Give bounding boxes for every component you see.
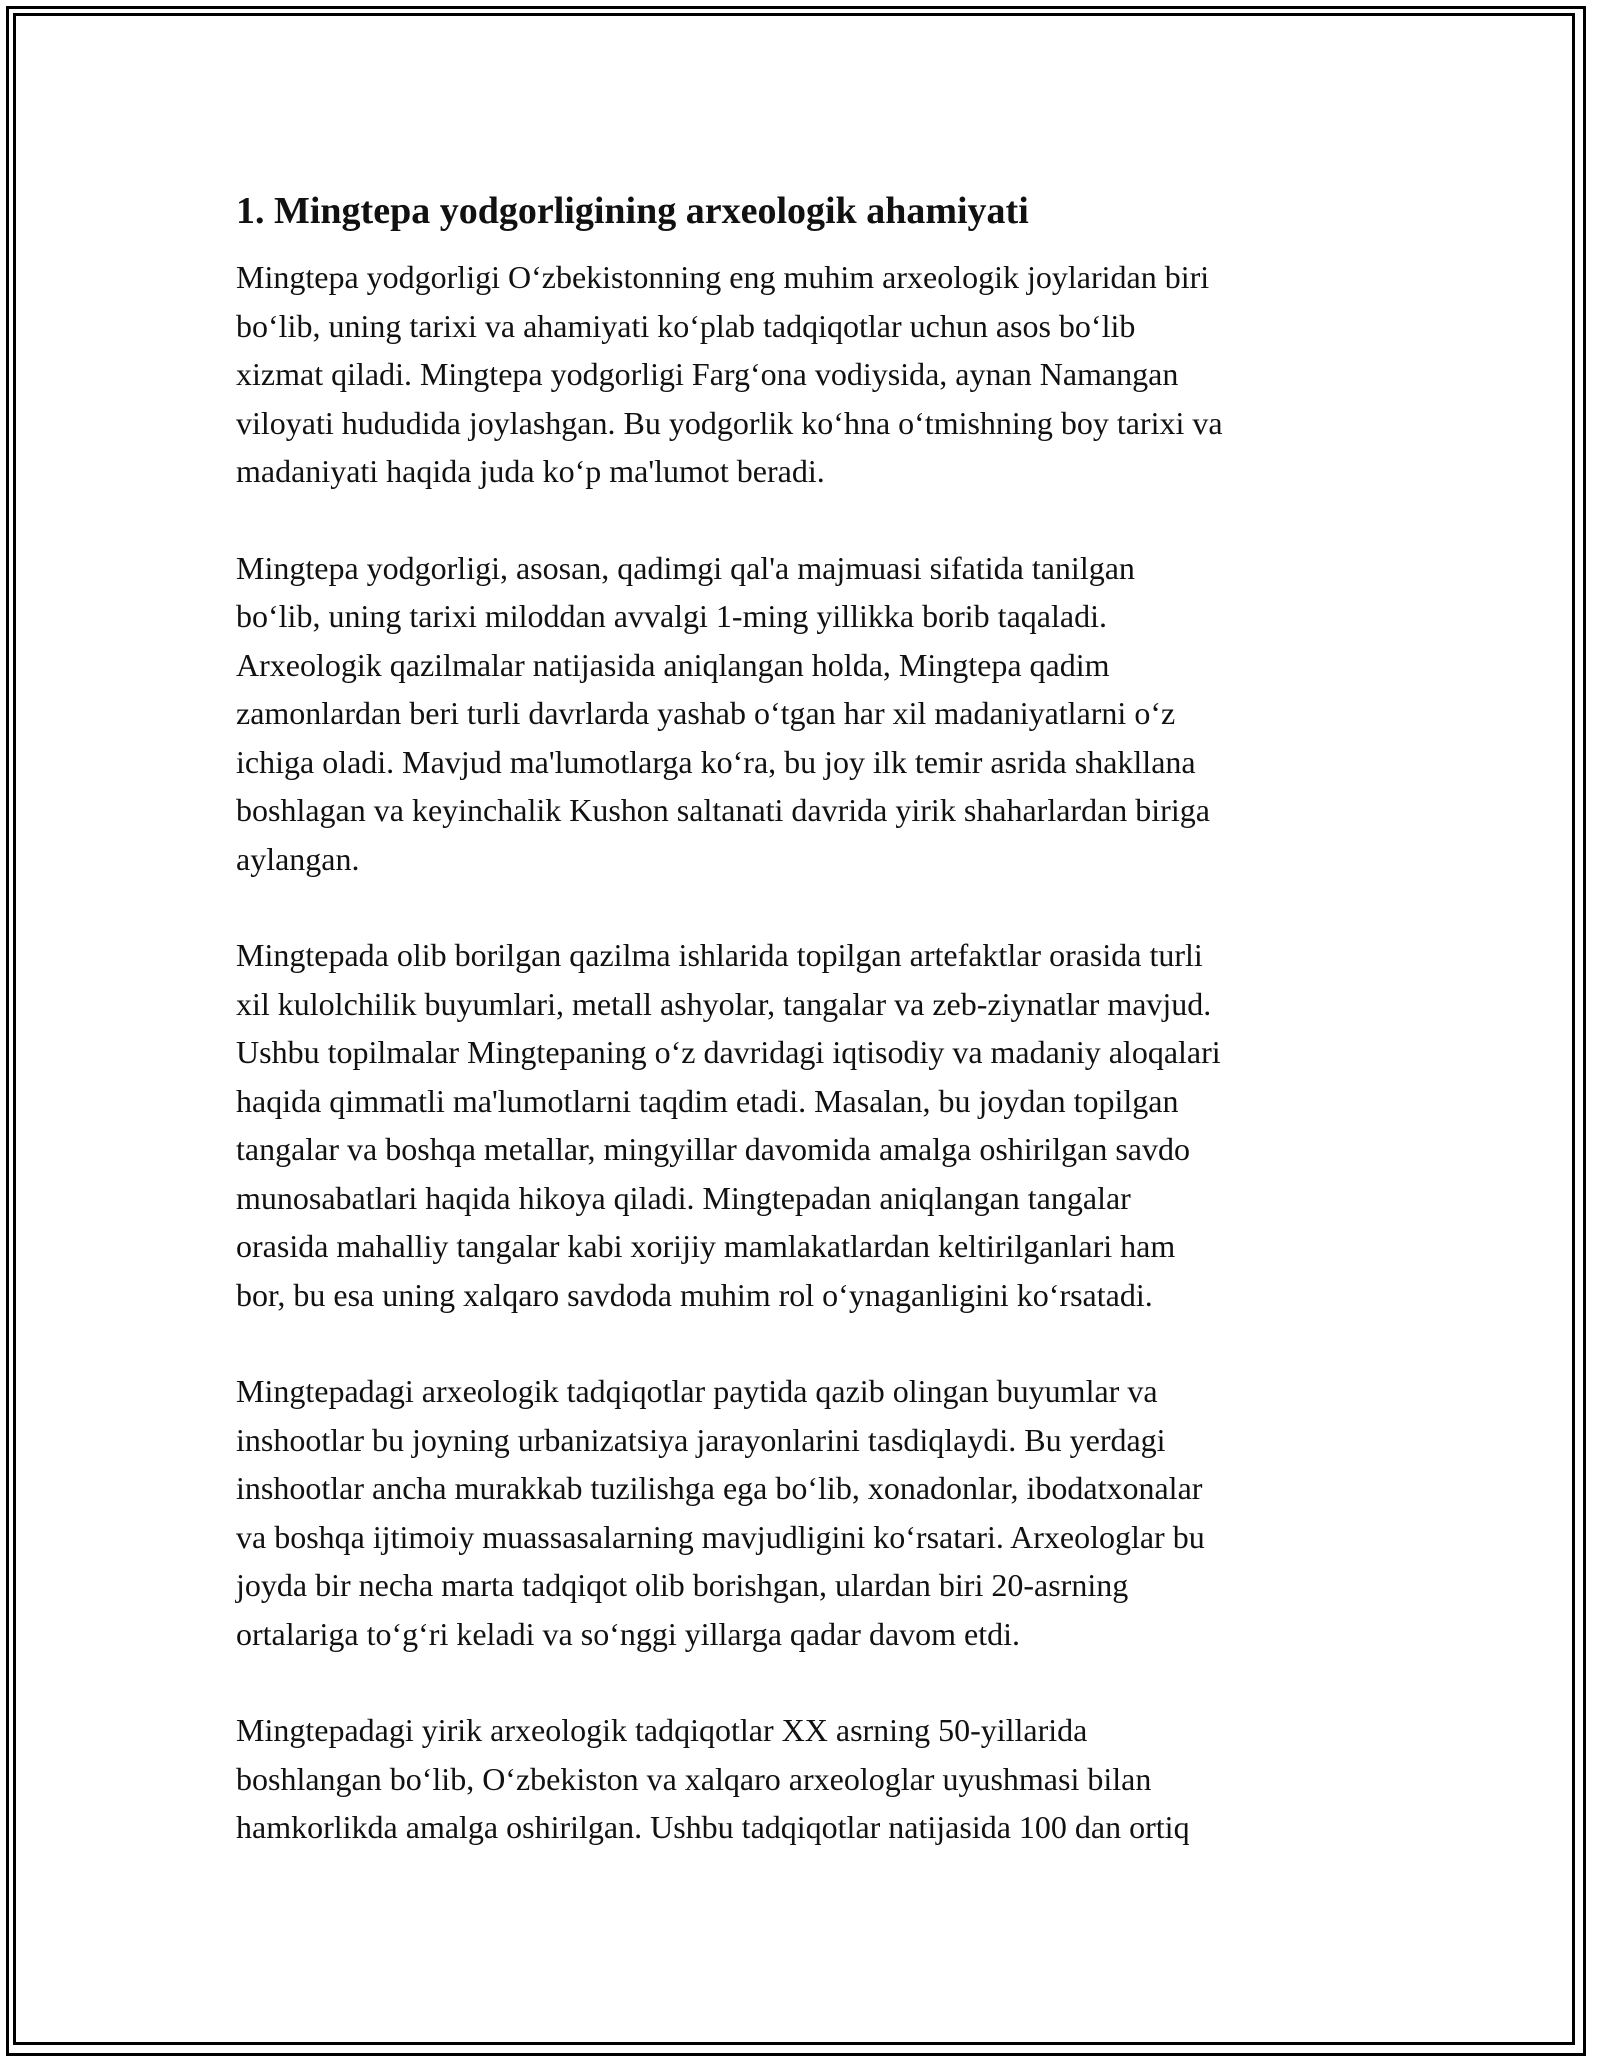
text-line: hamkorlikda amalga oshirilgan. Ushbu tadqiqotlar natijasida 100 dan ortiq — [236, 1809, 1190, 1845]
text-line: tangalar va boshqa metallar, mingyillar davomida amalga oshirilgan savdo — [236, 1131, 1190, 1167]
document-body — [236, 185, 1376, 1852]
text-line: Ushbu topilmalar Mingtepaning o‘z davridagi iqtisodiy va madaniy aloqalari — [236, 1034, 1221, 1070]
text-line: munosabatlari haqida hikoya qiladi. Mingtepadan aniqlangan tangalar — [236, 1179, 1131, 1216]
text-line: haqida qimmatli ma'lumotlarni taqdim etadi. Masalan, bu joydan topilgan — [236, 1082, 1179, 1119]
paragraph-1 — [236, 253, 1376, 496]
text-line: inshootlar ancha murakkab tuzilishga ega bo‘lib, xonadonlar, ibodatxonalar — [236, 1470, 1203, 1506]
text-line: Mingtepa yodgorligi, asosan, qadimgi qal'a majmuasi sifatida tanilgan — [236, 549, 1135, 586]
text-line: madaniyati haqida juda ko‘p ma'lumot beradi. — [236, 453, 825, 489]
text-line: Mingtepadagi arxeologik tadqiqotlar paytida qazib olingan buyumlar va — [236, 1373, 1158, 1409]
text-line: va boshqa ijtimoiy muassasalarning mavjudligini ko‘rsatari. Arxeologlar bu — [236, 1518, 1205, 1555]
text-line: aylangan. — [236, 840, 360, 877]
text-line: xil kulolchilik buyumlari, metall ashyolar, tangalar va zeb-ziynatlar mavjud. — [236, 985, 1212, 1022]
text-line: zamonlardan beri turli davrlarda yashab o‘tgan har xil madaniyatlarni o‘z — [236, 695, 1176, 731]
text-line: bo‘lib, uning tarixi miloddan avvalgi 1-ming yillikka borib taqaladi. — [236, 598, 1107, 634]
paragraph-3 — [236, 931, 1376, 1319]
text-line: viloyati hududida joylashgan. Bu yodgorlik ko‘hna o‘tmishning boy tarixi va — [236, 404, 1223, 441]
text-line: Mingtepadagi yirik arxeologik tadqiqotlar XX asrning 50-yillarida — [236, 1712, 1088, 1748]
text-line: Mingtepada olib borilgan qazilma ishlarida topilgan artefaktlar orasida turli — [236, 937, 1203, 973]
text-line: xizmat qiladi. Mingtepa yodgorligi Farg‘ona vodiysida, aynan Namangan — [236, 356, 1179, 392]
text-line: ichiga oladi. Mavjud ma'lumotlarga ko‘ra, bu joy ilk temir asrida shakllana — [236, 743, 1196, 780]
text-line: Arxeologik qazilmalar natijasida aniqlangan holda, Mingtepa qadim — [236, 646, 1110, 683]
paragraph-4 — [236, 1367, 1376, 1658]
section-heading: 1. Mingtepa yodgorligining arxeologik ahamiyati — [236, 190, 1029, 232]
text-line: boshlangan bo‘lib, O‘zbekiston va xalqaro arxeologlar uyushmasi bilan — [236, 1760, 1152, 1797]
text-line: orasida mahalliy tangalar kabi xorijiy mamlakatlardan keltirilganlari ham — [236, 1228, 1176, 1264]
text-line: bor, bu esa uning xalqaro savdoda muhim rol o‘ynaganligini ko‘rsatadi. — [236, 1276, 1153, 1313]
text-line: Mingtepa yodgorligi O‘zbekistonning eng muhim arxeologik joylaridan biri — [236, 259, 1210, 295]
paragraph-5 — [236, 1706, 1376, 1852]
text-line: boshlagan va keyinchalik Kushon saltanati davrida yirik shaharlardan biriga — [236, 792, 1210, 828]
text-line: joyda bir necha marta tadqiqot olib borishgan, ulardan biri 20-asrning — [236, 1567, 1129, 1603]
text-line: bo‘lib, uning tarixi va ahamiyati ko‘plab tadqiqotlar uchun asos bo‘lib — [236, 307, 1136, 344]
text-line: ortalariga to‘g‘ri keladi va so‘nggi yillarga qadar davom etdi. — [236, 1615, 1021, 1652]
paragraph-2 — [236, 544, 1376, 884]
text-line: inshootlar bu joyning urbanizatsiya jarayonlarini tasdiqlaydi. Bu yerdagi — [236, 1421, 1166, 1458]
